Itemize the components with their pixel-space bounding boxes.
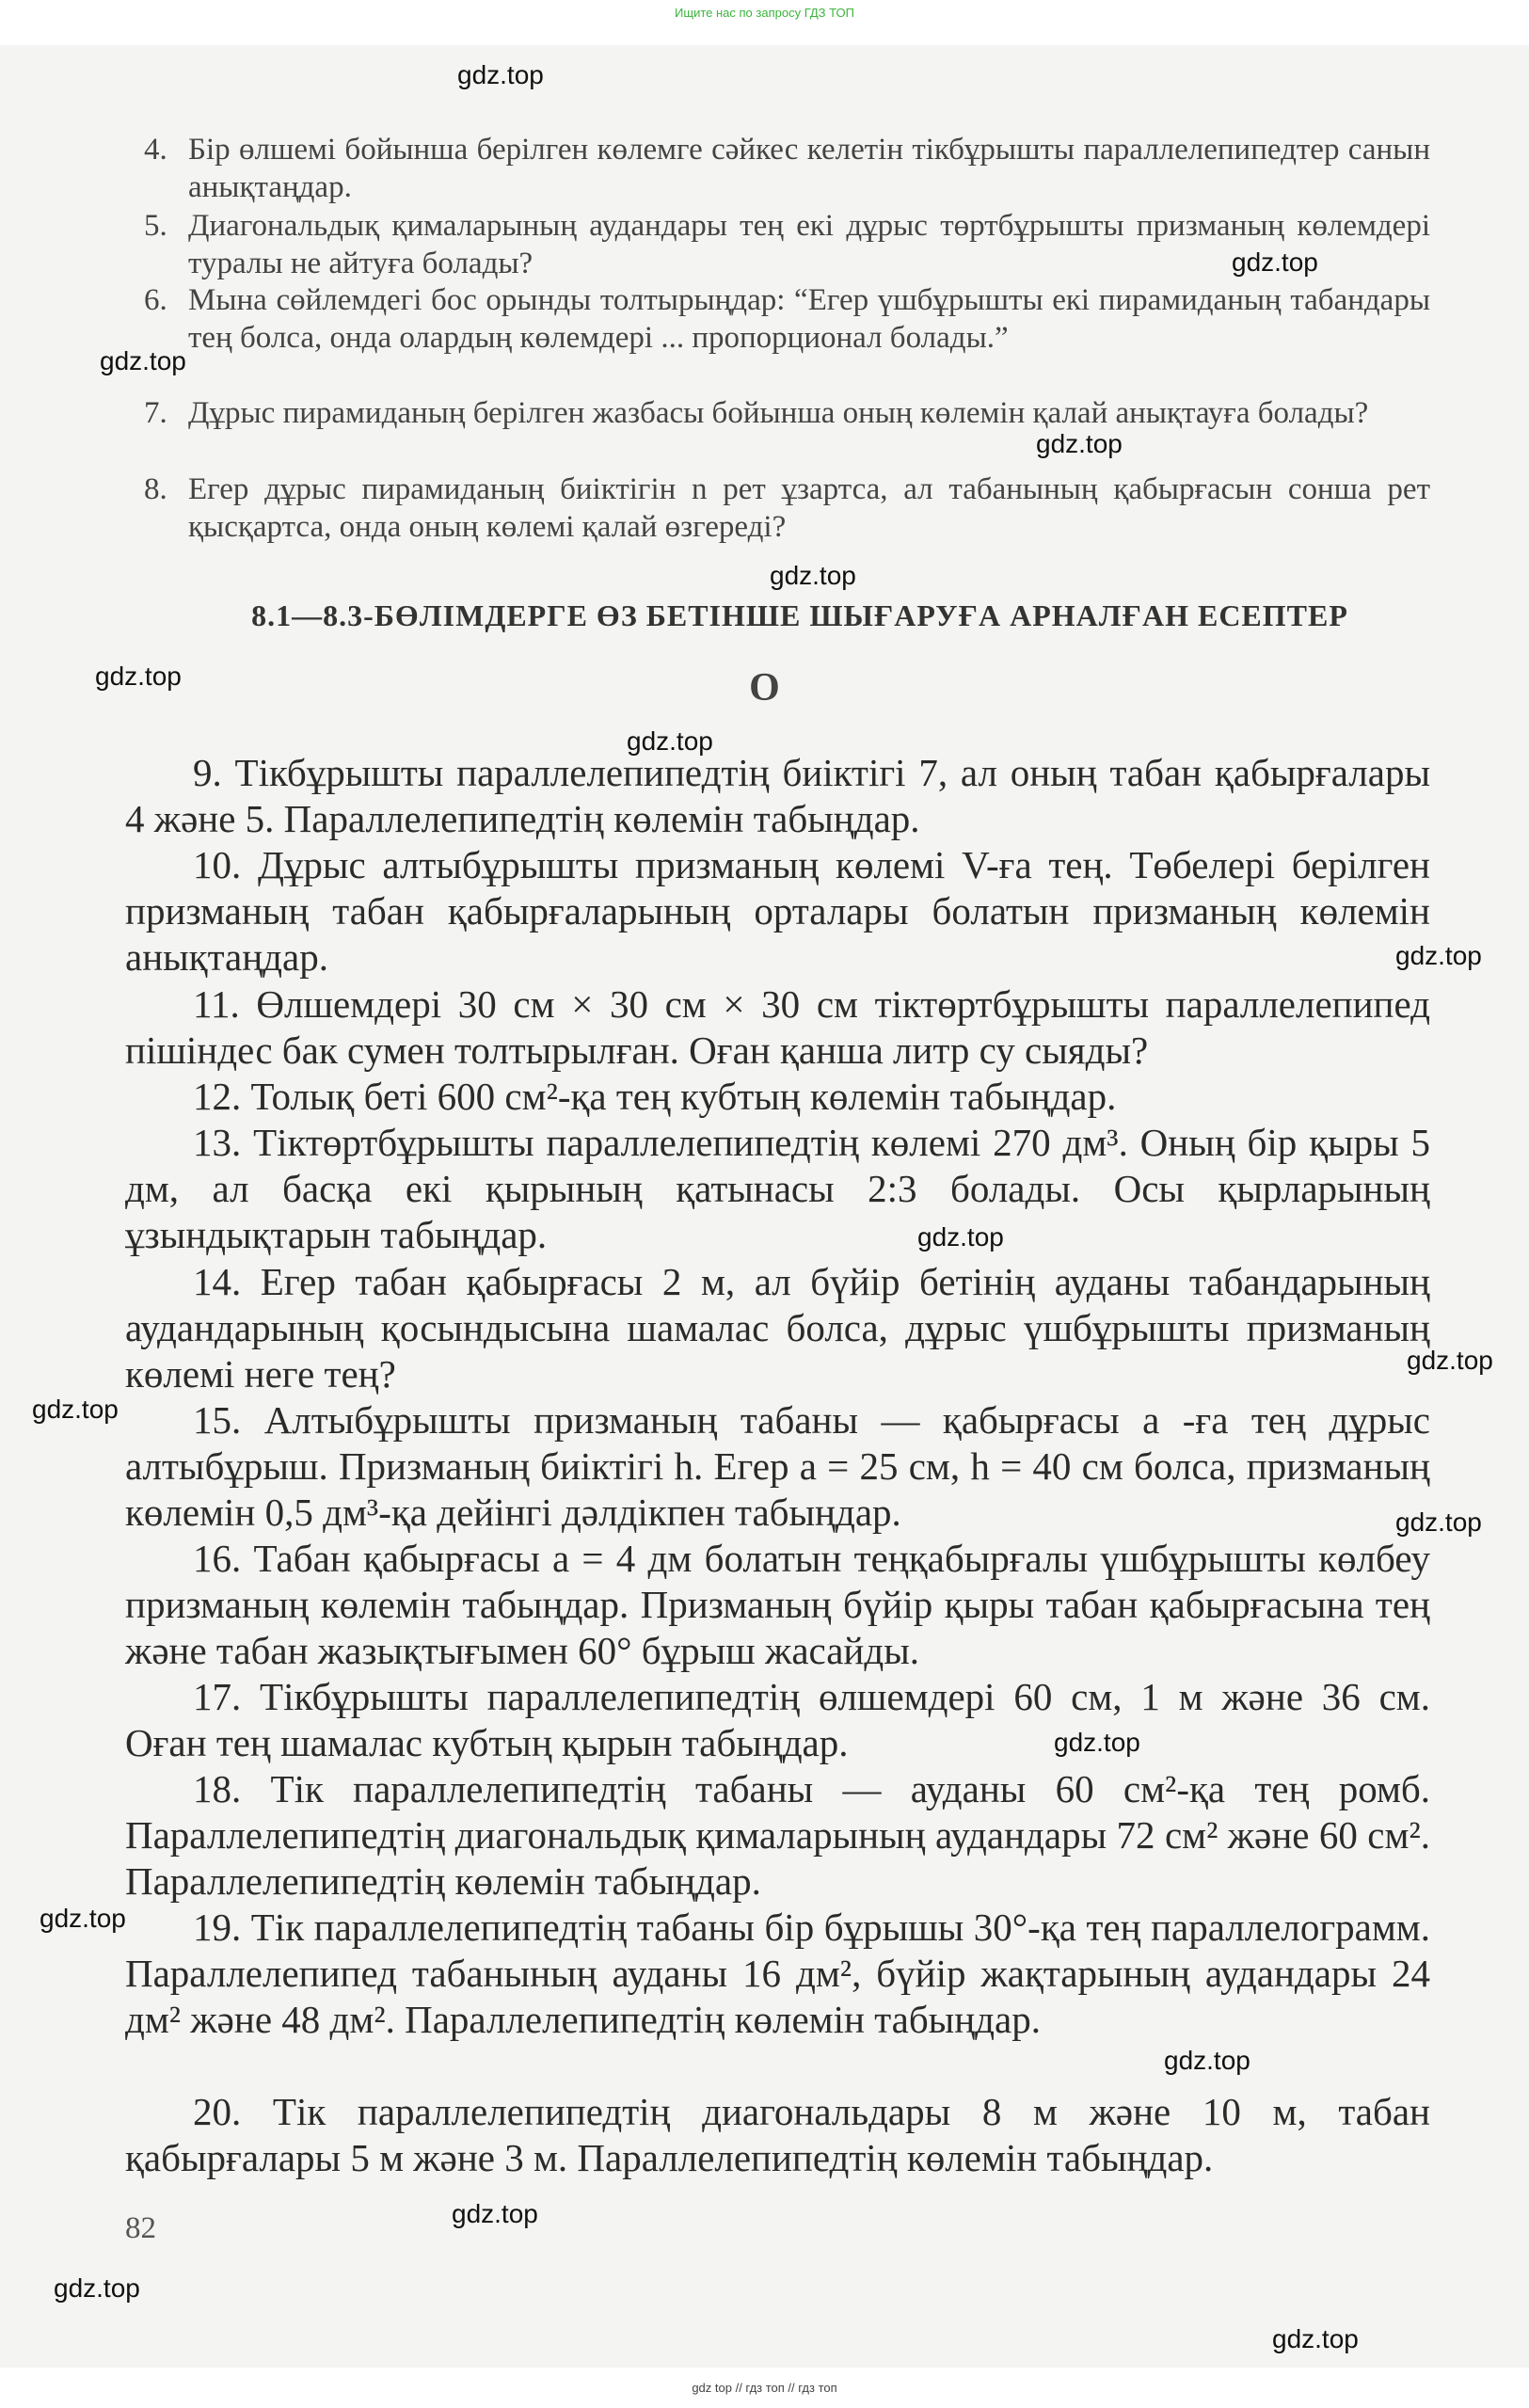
watermark: gdz.top: [1232, 247, 1318, 277]
watermark: gdz.top: [1395, 941, 1482, 970]
question-number: 8.: [144, 472, 167, 506]
problem-item: 12. Толық беті 600 см²-қа тең кубтың көлемін табыңдар.: [193, 1075, 1117, 1118]
problem-item: 15. Алтыбұрышты призманың табаны — қабырғасы a -ға тең дұрыс алтыбұрыш. Призманың биіктігі h. Егер a = 25 см, h = 40 см болса, призманың көлемін 0,5 дм³-қа дейінгі дәлдікпен табыңдар.: [125, 1398, 1430, 1534]
question-text: Бір өлшемі бойынша берілген көлемге сәйкес келетін тікбұрышты параллелепипедтер санын анықтаңдар.: [188, 133, 1430, 204]
problem-item: 9. Тікбұрышты параллелепипедтің биіктігі 7, ал оның табан қабырғалары 4 және 5. Параллелепипедтің көлемін табыңдар.: [125, 751, 1430, 840]
problem-item: 13. Тіктөртбұрышты параллелепипедтің көлемі 270 дм³. Оның бір қыры 5 дм, ал басқа екі қырының қатынасы 2:3 болады. Осы қырларының ұзындықтарын табыңдар.: [125, 1121, 1430, 1256]
question-number: 6.: [144, 283, 167, 317]
watermark: gdz.top: [100, 346, 186, 375]
question-text: Дұрыс пирамиданың берілген жазбасы бойынша оның көлемін қалай анықтауға болады?: [188, 396, 1369, 430]
question-item: [144, 470, 1430, 546]
watermark: gdz.top: [917, 1222, 1004, 1252]
question-item: [144, 281, 1430, 357]
problem-item: 14. Егер табан қабырғасы 2 м, ал бүйір бетінің ауданы табандарының аудандарының қосындысына шамалас болса, дұрыс үшбұрышты призманың көлемі неге тең?: [125, 1260, 1430, 1395]
watermark: gdz.top: [1407, 1346, 1493, 1375]
question-number: 7.: [144, 396, 167, 430]
watermark: gdz.top: [40, 1904, 126, 1933]
watermark: gdz.top: [770, 561, 856, 590]
watermark: gdz.top: [1054, 1728, 1140, 1757]
question-text: Диагональдық қималарының аудандары тең екі дұрыс төртбұрышты призманың көлемдері туралы не айтуға болады?: [188, 209, 1430, 280]
question-number: 5.: [144, 209, 167, 243]
watermark: gdz.top: [54, 2273, 140, 2303]
section-heading: 8.1—8.3-БӨЛІМДЕРГЕ ӨЗ БЕТІНШЕ ШЫҒАРУҒА АРНАЛҒАН ЕСЕПТЕР: [251, 598, 1348, 632]
problem-item: 10. Дұрыс алтыбұрышты призманың көлемі V-ға тең. Төбелері берілген призманың табан қабырғаларының орталары болатын призманың көлемін анықтаңдар.: [125, 843, 1430, 979]
problem-item: 18. Тік параллелепипедтің табаны — ауданы 60 см²-қа тең ромб. Параллелепипедтің диагональдық қималарының аудандары 72 см² және 60 см². Параллелепипедтің көлемін табыңдар.: [125, 1767, 1430, 1903]
problem-item: 11. Өлшемдері 30 см × 30 см × 30 см тіктөртбұрышты параллелепипед пішіндес бак сумен толтырылған. Оған қанша литр су сыяды?: [125, 982, 1430, 1072]
watermark: gdz.top: [627, 726, 713, 756]
problem-item: 20. Тік параллелепипедтің диагональдары 8 м және 10 м, табан қабырғалары 5 м және 3 м. Параллелепипедтің көлемін табыңдар.: [125, 2090, 1430, 2179]
top-banner[interactable]: Ищите нас по запросу ГДЗ ТОП: [675, 6, 854, 20]
bottom-banner[interactable]: gdz top // гдз топ // гдз топ: [692, 2381, 837, 2395]
watermark: gdz.top: [32, 1395, 119, 1424]
question-text: Мына сөйлемдегі бос орынды толтырыңдар: “Егер үшбұрышты екі пирамиданың табандары тең болса, онда олардың көлемдері ... пропорционал болады.”: [188, 283, 1430, 355]
problem-item: 17. Тікбұрышты параллелепипедтің өлшемдері 60 см, 1 м және 36 см. Оған тең шамалас кубтың қырын табыңдар.: [125, 1675, 1430, 1764]
watermark: gdz.top: [1164, 2046, 1250, 2075]
watermark: gdz.top: [452, 2199, 538, 2228]
question-text: Егер дұрыс пирамиданың биіктігін n рет ұзартса, ал табанының қабырғасын сонша рет қысқартса, онда оның көлемі қалай өзгереді?: [188, 472, 1430, 544]
difficulty-level-mark: О: [749, 666, 780, 710]
problem-item: 19. Тік параллелепипедтің табаны бір бұрышы 30°-қа тең параллелограмм. Параллелепипед табанының ауданы 16 дм², бүйір жақтарының аудандары 24 дм² және 48 дм². Параллелепипедтің көлемін табыңдар.: [125, 1906, 1430, 2041]
question-item: [144, 394, 1430, 432]
watermark: gdz.top: [457, 60, 544, 89]
question-number: 4.: [144, 133, 167, 167]
watermark: gdz.top: [1272, 2324, 1359, 2353]
watermark: gdz.top: [1395, 1507, 1482, 1537]
watermark: gdz.top: [1036, 429, 1123, 458]
problem-item: 16. Табан қабырғасы a = 4 дм болатын теңқабырғалы үшбұрышты көлбеу призманың көлемін табыңдар. Призманың бүйір қыры табан қабырғасына тең және табан жазықтығымен 60° бұрыш жасайды.: [125, 1537, 1430, 1672]
watermark: gdz.top: [95, 662, 182, 691]
question-item: [144, 131, 1430, 206]
page-number: 82: [125, 2211, 156, 2245]
